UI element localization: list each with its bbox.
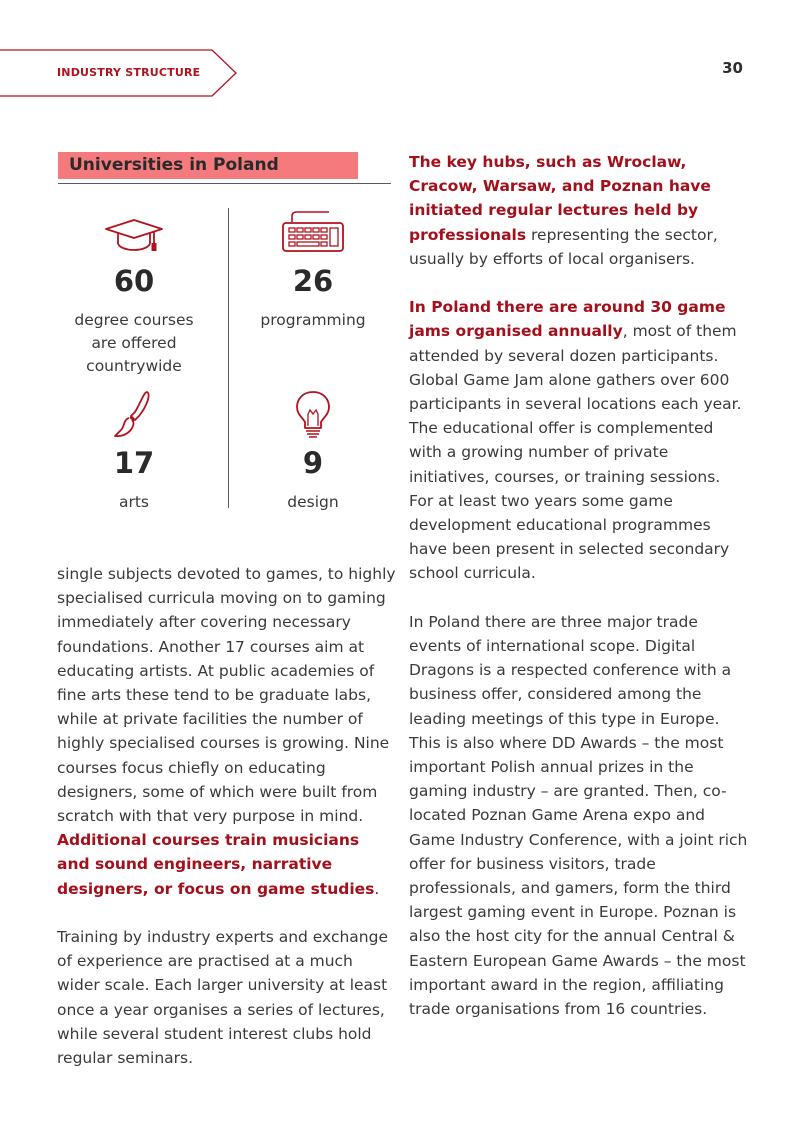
paragraph-text: single subjects devoted to games, to highly specialised curricula moving on to gaming immediately after covering necessary foundations. Another 17 courses aim at educating artists. At public academies of fine arts these tend to be graduate labs, while at private facilities the number of highly specialised courses is growing. Nine courses focus chiefly on educating designers, some of which were built from scratch with that very purpose in mind. — [57, 565, 396, 826]
lightbulb-icon — [293, 390, 333, 440]
stat-label: design — [287, 493, 339, 511]
paragraph-highlight: The key hubs, such as Wroclaw, Cracow, Warsaw, and Poznan have initiated regular lectures held by professionals — [409, 153, 711, 244]
box-divider-horizontal — [58, 183, 391, 184]
stat-label-line: countrywide — [86, 357, 182, 375]
stat-label — [49, 309, 219, 378]
stat-degree-courses — [49, 210, 219, 378]
stat-programming — [228, 210, 398, 332]
section-label: INDUSTRY STRUCTURE — [57, 66, 201, 79]
stat-value: 60 — [113, 264, 155, 298]
paragraph — [57, 562, 397, 901]
stat-arts — [49, 390, 219, 514]
right-column — [409, 150, 749, 1045]
keyboard-icon — [280, 210, 346, 256]
paragraph — [409, 295, 749, 585]
paragraph-highlight: Additional courses train musicians and sound engineers, narrative designers, or focus on game studies — [57, 831, 375, 898]
stat-label-line: degree courses — [74, 311, 194, 329]
stat-label-line: are offered — [91, 334, 177, 352]
stat-design — [228, 390, 398, 514]
stat-value: 9 — [302, 446, 324, 480]
stat-value: 17 — [113, 446, 155, 480]
stat-value: 26 — [292, 264, 334, 298]
stat-label: programming — [260, 311, 366, 329]
paragraph-text: representing the sector, usually by efforts of local organisers. — [409, 225, 718, 268]
paragraph: Training by industry experts and exchange of experience are practised at a much wider scale. Each larger university at least once a year organises a series of lectures, while several student interest clubs hold regular seminars. — [57, 928, 389, 1068]
stat-label: arts — [118, 493, 150, 511]
paragraph: In Poland there are three major trade events of international scope. Digital Dragons is a respected conference with a business offer, considered among the leading meetings of this type in Europe. This is also where DD Awards – the most important Polish annual prizes in the gaming industry – are granted. Then, co-located Poznan Game Arena expo and Game Industry Conference, with a joint rich offer for business visitors, trade professionals, and gamers, form the third largest gaming event in Europe. Poznan is also the host city for the annual Central & Eastern European Game Awards – the most important award in the region, affiliating trade organisations from 16 countries. — [409, 612, 748, 1019]
left-column — [57, 562, 397, 1094]
paragraph-text: , most of them attended by several dozen participants. Global Game Jam alone gathers over 600 participants in several locations each year. The educational offer is complemented with a growing number of private initiatives, courses, or training sessions. For at least two years some game development educational programmes have been present in selected secondary school curricula. — [409, 322, 742, 583]
box-title: Universities in Poland — [58, 152, 358, 179]
graduation-cap-icon — [104, 210, 164, 256]
paragraph-highlight: In Poland there are around 30 game jams organised annually — [409, 298, 726, 341]
page-number: 30 — [722, 59, 743, 77]
paintbrush-icon — [111, 390, 157, 440]
paragraph-text: . — [374, 879, 380, 898]
paragraph — [409, 150, 749, 271]
